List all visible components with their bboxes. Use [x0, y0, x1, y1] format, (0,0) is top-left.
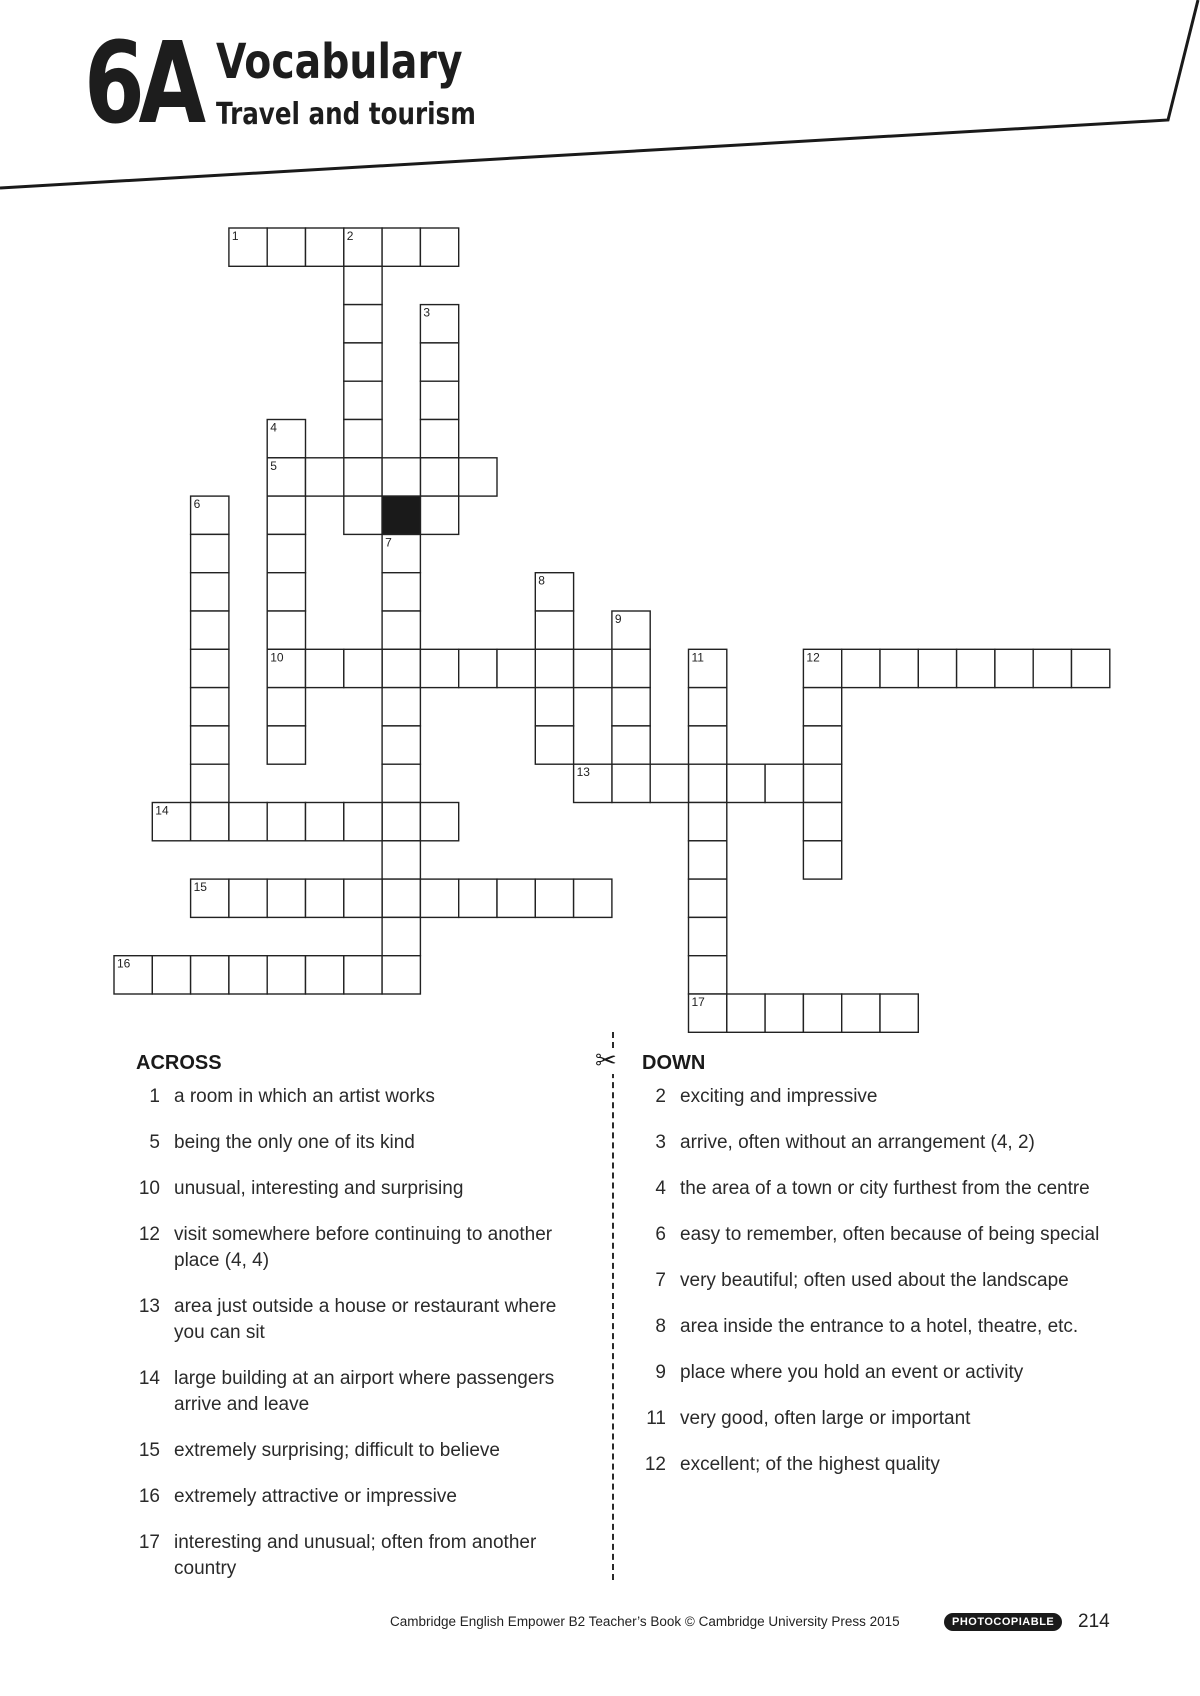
grid-cell[interactable] — [459, 458, 497, 496]
down-clue-list — [640, 1084, 1110, 1498]
clue-text: arrive, often without an arrangement (4, 2) — [680, 1132, 1035, 1153]
grid-cell[interactable] — [803, 841, 841, 879]
grid-cell[interactable] — [918, 649, 956, 687]
grid-cell[interactable] — [689, 841, 727, 879]
clue-text: area just outside a house or restaurant where you can sit — [174, 1296, 557, 1343]
grid-cell[interactable] — [880, 649, 918, 687]
clue-text: area inside the entrance to a hotel, theatre, etc. — [680, 1316, 1079, 1337]
down-clue-7 — [640, 1268, 1110, 1294]
grid-cell[interactable] — [535, 649, 573, 687]
grid-cell[interactable] — [420, 381, 458, 419]
grid-cell[interactable] — [191, 764, 229, 802]
grid-cell[interactable] — [765, 994, 803, 1032]
cell-number-11: 11 — [691, 650, 704, 665]
clue-text: extremely attractive or impressive — [174, 1486, 457, 1507]
grid-cell[interactable] — [306, 649, 344, 687]
grid-cell[interactable] — [420, 228, 458, 266]
grid-cell[interactable] — [382, 803, 420, 841]
clue-number: 2 — [655, 1086, 666, 1107]
across-clue-12 — [134, 1222, 584, 1274]
grid-cell[interactable] — [344, 381, 382, 419]
down-clue-3 — [640, 1130, 1110, 1156]
down-clue-12 — [640, 1452, 1110, 1478]
across-clue-16 — [134, 1484, 584, 1510]
clue-text: very beautiful; often used about the landscape — [680, 1270, 1069, 1291]
clue-number: 15 — [138, 1440, 160, 1461]
grid-cell[interactable] — [267, 803, 305, 841]
grid-cell[interactable] — [229, 803, 267, 841]
grid-cell[interactable] — [267, 534, 305, 572]
clue-number: 11 — [646, 1408, 666, 1429]
page-subtitle: Travel and tourism — [216, 97, 476, 132]
grid-cell[interactable] — [689, 726, 727, 764]
grid-cell[interactable] — [689, 879, 727, 917]
grid-cell[interactable] — [344, 420, 382, 458]
grid-cell[interactable] — [727, 764, 765, 802]
clue-number: 14 — [138, 1368, 160, 1389]
clue-text: very good, often large or important — [680, 1408, 971, 1429]
clue-text: the area of a town or city furthest from the centre — [680, 1178, 1090, 1199]
grid-cell[interactable] — [420, 343, 458, 381]
cell-number-8: 8 — [538, 573, 545, 588]
grid-cell[interactable] — [420, 420, 458, 458]
grid-cell[interactable] — [306, 803, 344, 841]
page-title: Vocabulary — [216, 34, 463, 90]
cell-number-14: 14 — [155, 803, 169, 818]
grid-cell[interactable] — [382, 649, 420, 687]
photocopiable-badge: PHOTOCOPIABLE — [944, 1613, 1062, 1631]
grid-cell[interactable] — [574, 649, 612, 687]
grid-cell[interactable] — [191, 726, 229, 764]
cell-number-9: 9 — [614, 612, 622, 626]
grid-cell[interactable] — [306, 458, 344, 496]
grid-cell[interactable] — [497, 649, 535, 687]
across-heading: ACROSS — [136, 1052, 222, 1074]
across-clue-10 — [134, 1176, 584, 1202]
down-clue-2 — [640, 1084, 1110, 1110]
grid-cell[interactable] — [267, 879, 305, 917]
clue-number: 3 — [655, 1132, 666, 1153]
grid-cell[interactable] — [344, 496, 382, 534]
grid-cell[interactable] — [344, 458, 382, 496]
grid-cell[interactable] — [191, 573, 229, 611]
grid-cell[interactable] — [689, 917, 727, 955]
grid-cell[interactable] — [803, 726, 841, 764]
clue-text: easy to remember, often because of being special — [680, 1224, 1100, 1245]
grid-cell[interactable] — [344, 266, 382, 304]
clue-text: being the only one of its kind — [174, 1132, 415, 1153]
down-clue-6 — [640, 1222, 1110, 1248]
grid-cell[interactable] — [306, 956, 344, 994]
grid-cell[interactable] — [765, 764, 803, 802]
cell-number-12: 12 — [806, 650, 820, 665]
grid-cell[interactable] — [535, 688, 573, 726]
grid-cell[interactable] — [574, 879, 612, 917]
clue-text: exciting and impressive — [680, 1086, 878, 1107]
cell-number-10: 10 — [270, 650, 284, 665]
grid-cell[interactable] — [344, 305, 382, 343]
grid-cell[interactable] — [191, 688, 229, 726]
grid-cell[interactable] — [382, 879, 420, 917]
grid-cell[interactable] — [535, 726, 573, 764]
across-clue-5 — [134, 1130, 584, 1156]
cell-number-1: 1 — [231, 229, 239, 243]
grid-cell[interactable] — [191, 649, 229, 687]
grid-cell[interactable] — [842, 994, 880, 1032]
clue-number: 8 — [655, 1316, 666, 1337]
across-clue-15 — [134, 1438, 584, 1464]
blocked-cell — [382, 496, 420, 534]
grid-cell[interactable] — [842, 649, 880, 687]
grid-cell[interactable] — [344, 956, 382, 994]
grid-cell[interactable] — [612, 649, 650, 687]
grid-cell[interactable] — [267, 573, 305, 611]
grid-cell[interactable] — [803, 688, 841, 726]
grid-cell[interactable] — [612, 764, 650, 802]
clue-text: extremely surprising; difficult to believe — [174, 1440, 500, 1461]
grid-cell[interactable] — [382, 917, 420, 955]
grid-cell[interactable] — [803, 764, 841, 802]
grid-cell[interactable] — [1033, 649, 1071, 687]
grid-cell[interactable] — [344, 343, 382, 381]
grid-cell[interactable] — [191, 534, 229, 572]
clue-number: 13 — [138, 1296, 160, 1317]
grid-cell[interactable] — [689, 956, 727, 994]
cell-number-7: 7 — [385, 535, 392, 550]
grid-cell[interactable] — [497, 879, 535, 917]
clue-number: 12 — [138, 1224, 160, 1245]
grid-cell[interactable] — [152, 956, 190, 994]
down-clue-4 — [640, 1176, 1110, 1202]
clue-number: 17 — [138, 1532, 160, 1553]
cell-number-15: 15 — [193, 880, 207, 895]
grid-cell[interactable] — [306, 879, 344, 917]
grid-cell[interactable] — [267, 688, 305, 726]
clue-number: 1 — [149, 1086, 160, 1107]
grid-cell[interactable] — [689, 803, 727, 841]
clue-text: unusual, interesting and surprising — [174, 1178, 464, 1199]
grid-cell[interactable] — [803, 994, 841, 1032]
across-clue-14 — [134, 1366, 584, 1418]
grid-cell[interactable] — [382, 841, 420, 879]
grid-cell[interactable] — [229, 879, 267, 917]
grid-cell[interactable] — [880, 994, 918, 1032]
clue-number: 16 — [138, 1486, 160, 1507]
grid-cell[interactable] — [382, 956, 420, 994]
grid-cell[interactable] — [191, 803, 229, 841]
across-clue-list — [134, 1084, 584, 1602]
grid-cell[interactable] — [420, 803, 458, 841]
clue-number: 5 — [149, 1132, 160, 1153]
clue-number: 12 — [644, 1454, 666, 1475]
unit-number: 6A — [84, 19, 200, 149]
grid-cell[interactable] — [344, 649, 382, 687]
across-clue-1 — [134, 1084, 584, 1110]
across-clue-17 — [134, 1530, 584, 1582]
cell-number-13: 13 — [576, 765, 590, 780]
grid-cell[interactable] — [191, 611, 229, 649]
cell-number-2: 2 — [346, 229, 354, 243]
down-clue-8 — [640, 1314, 1110, 1340]
grid-cell[interactable] — [344, 803, 382, 841]
clue-text: excellent; of the highest quality — [680, 1454, 940, 1475]
grid-cell[interactable] — [420, 458, 458, 496]
grid-cell[interactable] — [267, 228, 305, 266]
clue-text: interesting and unusual; often from another country — [174, 1532, 537, 1579]
clue-number: 4 — [655, 1178, 666, 1199]
footer-copyright: Cambridge English Empower B2 Teacher’s Book © Cambridge University Press 2015 — [390, 1614, 900, 1629]
clue-text: a room in which an artist works — [174, 1086, 435, 1107]
grid-cell[interactable] — [382, 764, 420, 802]
down-clue-11 — [640, 1406, 1110, 1432]
grid-cell[interactable] — [267, 611, 305, 649]
clue-number: 9 — [655, 1362, 666, 1383]
grid-cell[interactable] — [689, 764, 727, 802]
grid-cell[interactable] — [382, 688, 420, 726]
clue-number: 6 — [655, 1224, 666, 1245]
grid-cell[interactable] — [267, 496, 305, 534]
cell-number-16: 16 — [117, 956, 131, 971]
cell-number-17: 17 — [691, 995, 705, 1009]
grid-cell[interactable] — [535, 611, 573, 649]
grid-cell[interactable] — [306, 228, 344, 266]
cell-number-6: 6 — [193, 497, 201, 512]
grid-cell[interactable] — [995, 649, 1033, 687]
grid-cell[interactable] — [420, 649, 458, 687]
grid-cell[interactable] — [612, 688, 650, 726]
grid-cell[interactable] — [727, 994, 765, 1032]
clue-number: 10 — [138, 1178, 160, 1199]
grid-cell[interactable] — [267, 956, 305, 994]
grid-cell[interactable] — [459, 649, 497, 687]
cell-number-3: 3 — [423, 305, 431, 320]
clue-text: large building at an airport where passengers arrive and leave — [174, 1368, 555, 1415]
grid-cell[interactable] — [689, 688, 727, 726]
page-number: 214 — [1078, 1611, 1110, 1632]
grid-cell[interactable] — [344, 879, 382, 917]
down-heading: DOWN — [642, 1052, 706, 1074]
grid-cell[interactable] — [535, 879, 573, 917]
grid-cell[interactable] — [459, 879, 497, 917]
grid-cell[interactable] — [612, 726, 650, 764]
clue-text: place where you hold an event or activity — [680, 1362, 1024, 1383]
grid-cell[interactable] — [650, 764, 688, 802]
grid-cell[interactable] — [382, 573, 420, 611]
grid-cell[interactable] — [382, 228, 420, 266]
grid-cell[interactable] — [1072, 649, 1110, 687]
down-clue-9 — [640, 1360, 1110, 1386]
scissors-icon: ✂ — [595, 1046, 617, 1076]
cell-number-5: 5 — [270, 458, 277, 473]
grid-cell[interactable] — [382, 458, 420, 496]
cell-number-4: 4 — [270, 420, 277, 435]
grid-cell[interactable] — [957, 649, 995, 687]
clue-text: visit somewhere before continuing to another place (4, 4) — [174, 1224, 553, 1271]
grid-cell[interactable] — [420, 879, 458, 917]
grid-cell[interactable] — [382, 726, 420, 764]
grid-cell[interactable] — [803, 803, 841, 841]
grid-cell[interactable] — [382, 611, 420, 649]
grid-cell[interactable] — [267, 726, 305, 764]
grid-cell[interactable] — [229, 956, 267, 994]
grid-cell[interactable] — [191, 956, 229, 994]
clue-number: 7 — [655, 1270, 666, 1291]
grid-cell[interactable] — [420, 496, 458, 534]
cut-line — [612, 1032, 614, 1580]
across-clue-13 — [134, 1294, 584, 1346]
